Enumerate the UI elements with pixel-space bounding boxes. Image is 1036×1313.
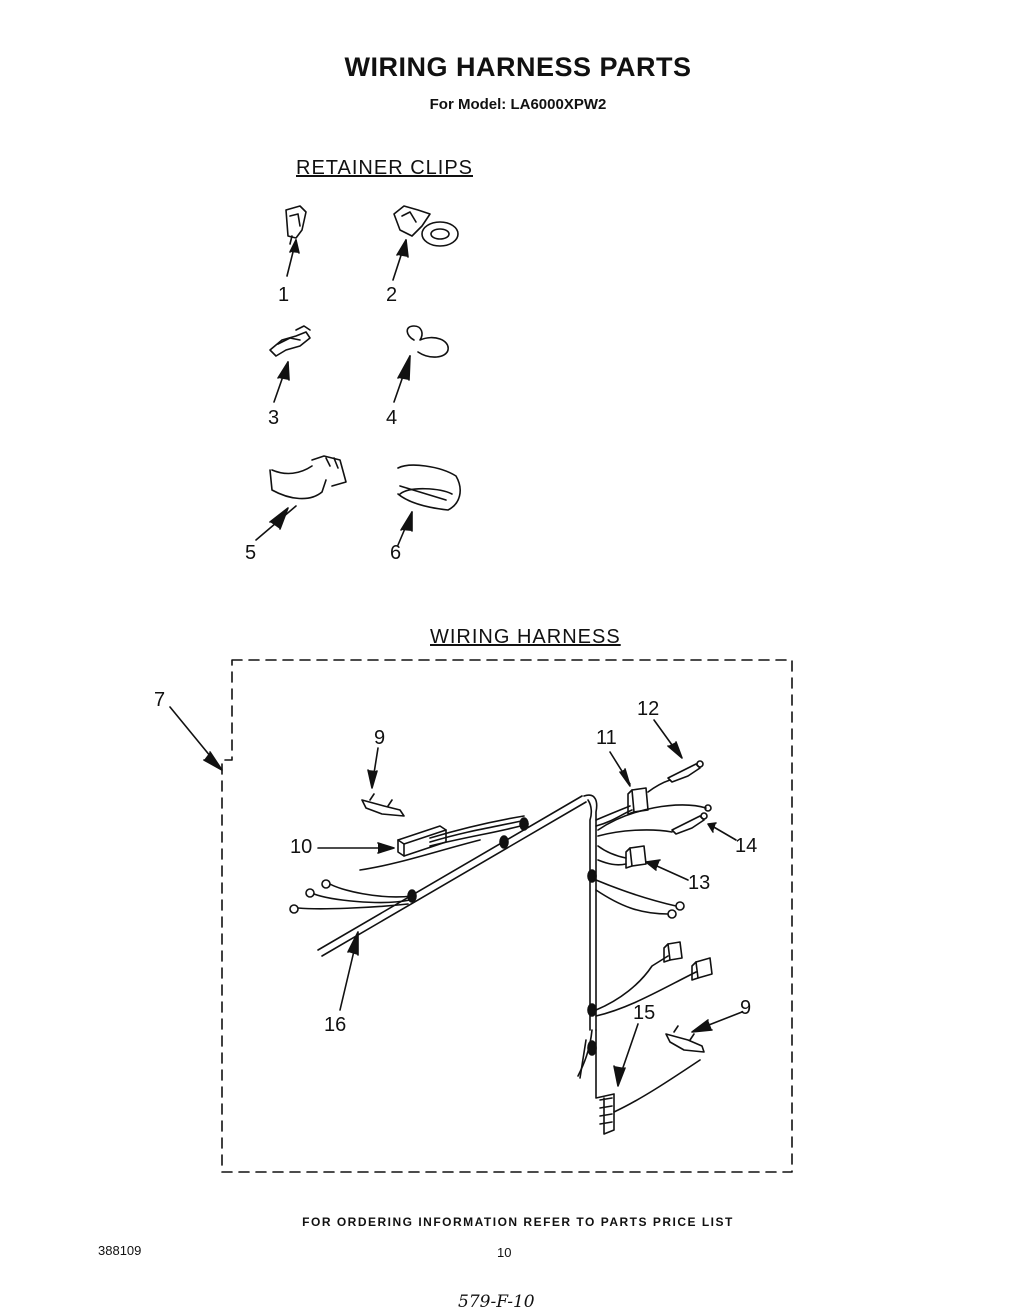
part-10-drawing <box>318 826 446 856</box>
document-number: 388109 <box>98 1243 142 1258</box>
callout-3: 3 <box>268 407 280 429</box>
callout-1: 1 <box>278 284 290 306</box>
handwritten-note: 579-F-10 <box>458 1292 535 1312</box>
callout-14: 14 <box>735 835 758 857</box>
clip-4-drawing <box>394 326 448 402</box>
callout-5: 5 <box>245 542 257 564</box>
callout-9-top: 9 <box>374 727 386 749</box>
callout-4: 4 <box>386 407 398 429</box>
clip-3-drawing <box>270 326 310 402</box>
callout-6: 6 <box>390 542 402 564</box>
ordering-note: FOR ORDERING INFORMATION REFER TO PARTS PRICE LIST <box>302 1215 734 1229</box>
wiring-harness-heading: WIRING HARNESS <box>430 626 621 648</box>
callout-16: 16 <box>324 1014 347 1036</box>
right-branch-wires <box>596 880 712 1016</box>
model-subtitle: For Model: LA6000XPW2 <box>429 96 607 113</box>
part-12-drawing <box>648 720 703 792</box>
callout-9-bottom: 9 <box>740 997 752 1019</box>
callout-2: 2 <box>386 284 398 306</box>
callout-15: 15 <box>633 1002 656 1024</box>
clip-1-drawing <box>286 206 306 276</box>
part-15-drawing <box>596 1024 700 1134</box>
page-number: 10 <box>497 1245 512 1260</box>
part-9-bottom-drawing <box>666 1012 742 1052</box>
clip-6-drawing <box>398 465 460 545</box>
callout-10: 10 <box>290 836 313 858</box>
part-9-top-drawing <box>362 748 404 816</box>
callout-12: 12 <box>637 698 660 720</box>
left-branch-wires <box>290 880 412 913</box>
page-title: WIRING HARNESS PARTS <box>344 52 692 82</box>
part-13-drawing <box>598 846 688 880</box>
callout-7: 7 <box>154 689 166 711</box>
callout-13: 13 <box>688 872 711 894</box>
clip-2-drawing <box>393 206 458 280</box>
part-11-drawing <box>596 752 648 826</box>
callout-11: 11 <box>596 727 617 749</box>
harness-trunk <box>318 795 597 1078</box>
harness-frame <box>222 660 792 1172</box>
retainer-clips-heading: RETAINER CLIPS <box>296 157 473 179</box>
clip-5-drawing <box>256 456 346 540</box>
